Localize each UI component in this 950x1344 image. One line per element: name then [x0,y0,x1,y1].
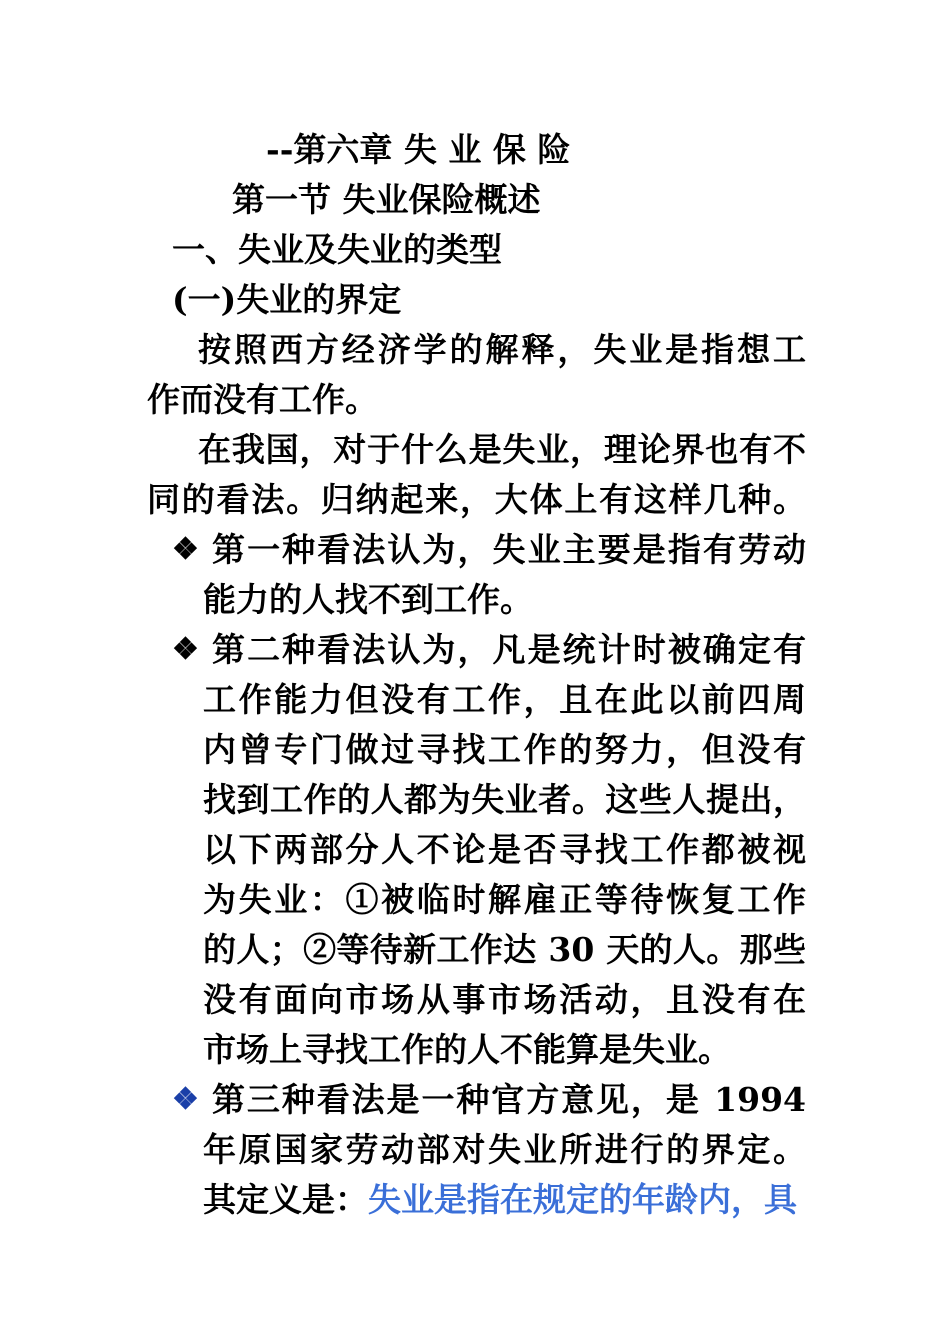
bullet-1-line-1: 第一种看法认为，失业主要是指有劳动 [212,530,806,569]
paragraph-1-line-2: 作而没有工作。 [147,380,378,419]
bullet-diamond-icon: ❖ [172,632,199,667]
bullet-diamond-icon: ❖ [172,532,199,567]
bullet-2-line-9: 市场上寻找工作的人不能算是失业。 [203,1030,731,1069]
bullet-3-line-3 [203,1180,797,1220]
heading-1: 一、失业及失业的类型 [172,230,502,269]
bullet-diamond-icon: ❖ [172,1082,199,1117]
paragraph-1-line-1: 按照西方经济学的解释，失业是指想工 [198,330,806,369]
bullet-2-line-5: 以下两部分人不论是否寻找工作都被视 [203,830,806,869]
bullet-2-line-6: 为失业：①被临时解雇正等待恢复工作 [203,880,806,919]
highlighted-definition: 失业是指在规定的年龄内，具 [368,1180,797,1219]
bullet-2-line-1: 第二种看法认为，凡是统计时被确定有 [212,630,806,669]
heading-2: (一)失业的界定 [172,280,402,319]
bullet-2-line-8: 没有面向市场从事市场活动，且没有在 [203,980,806,1019]
section-title: 第一节 失业保险概述 [232,180,541,219]
bullet-2-line-3: 内曾专门做过寻找工作的努力，但没有 [203,730,806,769]
bullet-1-line-2: 能力的人找不到工作。 [203,580,533,619]
bullet-3-line-2: 年原国家劳动部对失业所进行的界定。 [203,1130,806,1169]
bullet-3-line-3-lead: 其定义是： [203,1180,368,1219]
bullet-2-line-7: 的人；②等待新工作达 30 天的人。那些 [203,930,806,969]
bullet-2-line-2: 工作能力但没有工作，且在此以前四周 [203,680,806,719]
chapter-title: --第六章 失 业 保 险 [266,130,571,169]
bullet-3-line-1: 第三种看法是一种官方意见，是 1994 [212,1080,806,1119]
paragraph-2-line-2: 同的看法。归纳起来，大体上有这样几种。 [147,480,806,519]
paragraph-2-line-1: 在我国，对于什么是失业，理论界也有不 [198,430,806,469]
bullet-2-line-4: 找到工作的人都为失业者。这些人提出， [203,780,806,819]
